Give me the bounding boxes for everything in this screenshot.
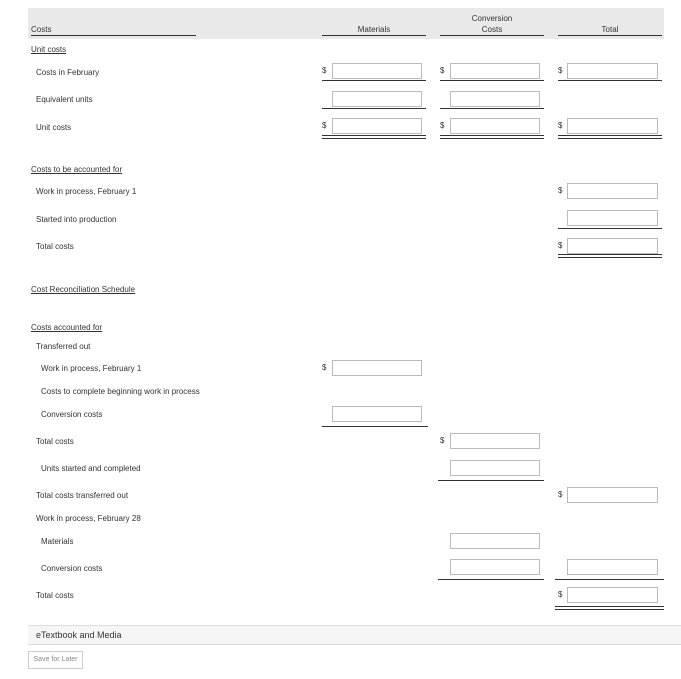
materials-costs-feb-input[interactable] bbox=[332, 63, 422, 79]
costs-header-rule bbox=[31, 35, 196, 36]
double-underline bbox=[555, 606, 664, 610]
materials-header: Materials bbox=[357, 25, 391, 34]
conversion-unit-cost-input[interactable] bbox=[450, 118, 540, 134]
conversion-header-rule bbox=[440, 35, 544, 36]
dollar-sign: $ bbox=[440, 121, 445, 130]
total-unit-cost-input[interactable] bbox=[567, 118, 658, 134]
dollar-sign: $ bbox=[558, 241, 563, 250]
dollar-sign: $ bbox=[440, 66, 445, 75]
underline bbox=[322, 426, 428, 427]
costs-to-complete-label: Costs to complete beginning work in process bbox=[41, 387, 200, 396]
conversion-equivalent-units-input[interactable] bbox=[450, 91, 540, 107]
dollar-sign: $ bbox=[440, 436, 445, 445]
dollar-sign: $ bbox=[322, 363, 327, 372]
total-costs-final-input[interactable] bbox=[567, 587, 658, 603]
double-underline bbox=[440, 135, 544, 139]
total-started-production-input[interactable] bbox=[567, 210, 658, 226]
total-header: Total bbox=[601, 25, 619, 34]
etextbook-media-bar[interactable] bbox=[28, 625, 681, 645]
total-header-rule bbox=[558, 35, 662, 36]
underline bbox=[438, 480, 544, 481]
conversion-header-line1: Conversion bbox=[471, 14, 513, 23]
wip-feb1-out-input[interactable] bbox=[332, 360, 422, 376]
total-costs-label: Total costs bbox=[36, 242, 74, 251]
units-started-completed-input[interactable] bbox=[450, 460, 540, 476]
units-started-completed-label: Units started and completed bbox=[41, 464, 141, 473]
wip-feb1-out-label: Work in process, February 1 bbox=[41, 364, 142, 373]
costs-header: Costs bbox=[31, 25, 52, 34]
dollar-sign: $ bbox=[558, 186, 563, 195]
dollar-sign: $ bbox=[558, 66, 563, 75]
underline bbox=[558, 228, 662, 229]
total-wip-feb1-input[interactable] bbox=[567, 183, 658, 199]
started-into-production-label: Started into production bbox=[36, 215, 117, 224]
double-underline bbox=[558, 135, 662, 139]
etextbook-media-label[interactable]: eTextbook and Media bbox=[36, 630, 122, 640]
costs-to-be-accounted-title: Costs to be accounted for bbox=[31, 165, 123, 174]
underline bbox=[438, 579, 544, 580]
ending-wip-total-input[interactable] bbox=[567, 559, 658, 575]
conversion-costs-feb-input[interactable] bbox=[450, 63, 540, 79]
underline bbox=[440, 108, 544, 109]
dollar-sign: $ bbox=[558, 590, 563, 599]
conversion-header-line2: Costs bbox=[481, 25, 503, 34]
costs-accounted-for-title: Costs accounted for bbox=[31, 323, 103, 332]
underline bbox=[558, 80, 662, 81]
transferred-out-label: Transferred out bbox=[36, 342, 91, 351]
dollar-sign: $ bbox=[322, 121, 327, 130]
ending-wip-materials-input[interactable] bbox=[450, 533, 540, 549]
total-costs-beginning-wip-input[interactable] bbox=[450, 433, 540, 449]
total-transferred-out-input[interactable] bbox=[567, 487, 658, 503]
total-costs-feb-input[interactable] bbox=[567, 63, 658, 79]
conversion-costs-complete-input[interactable] bbox=[332, 406, 422, 422]
double-underline bbox=[322, 135, 426, 139]
materials-label: Materials bbox=[41, 537, 74, 546]
total-costs-final-label: Total costs bbox=[36, 591, 74, 600]
underline bbox=[440, 80, 544, 81]
underline bbox=[322, 108, 426, 109]
materials-equivalent-units-input[interactable] bbox=[332, 91, 422, 107]
underline bbox=[322, 80, 426, 81]
underline bbox=[555, 579, 664, 580]
unit-costs-label: Unit costs bbox=[36, 123, 72, 132]
conversion-costs-label: Conversion costs bbox=[41, 410, 103, 419]
total-costs-input[interactable] bbox=[567, 238, 658, 254]
costs-in-february-label: Costs in February bbox=[36, 68, 100, 77]
wip-feb1-label: Work in process, February 1 bbox=[36, 187, 137, 196]
total-costs-out-label: Total costs bbox=[36, 437, 74, 446]
unit-costs-title: Unit costs bbox=[31, 45, 67, 54]
dollar-sign: $ bbox=[322, 66, 327, 75]
equivalent-units-label: Equivalent units bbox=[36, 95, 93, 104]
conversion-costs-ending-label: Conversion costs bbox=[41, 564, 103, 573]
save-for-later-button[interactable]: Save for Later bbox=[28, 651, 83, 669]
materials-unit-cost-input[interactable] bbox=[332, 118, 422, 134]
dollar-sign: $ bbox=[558, 490, 563, 499]
dollar-sign: $ bbox=[558, 121, 563, 130]
wip-feb28-label: Work in process, February 28 bbox=[36, 514, 141, 523]
double-underline bbox=[558, 254, 662, 258]
materials-header-rule bbox=[322, 35, 426, 36]
ending-wip-conversion-input[interactable] bbox=[450, 559, 540, 575]
cost-reconciliation-title: Cost Reconciliation Schedule bbox=[31, 285, 136, 294]
total-transferred-out-label: Total costs transferred out bbox=[36, 491, 129, 500]
